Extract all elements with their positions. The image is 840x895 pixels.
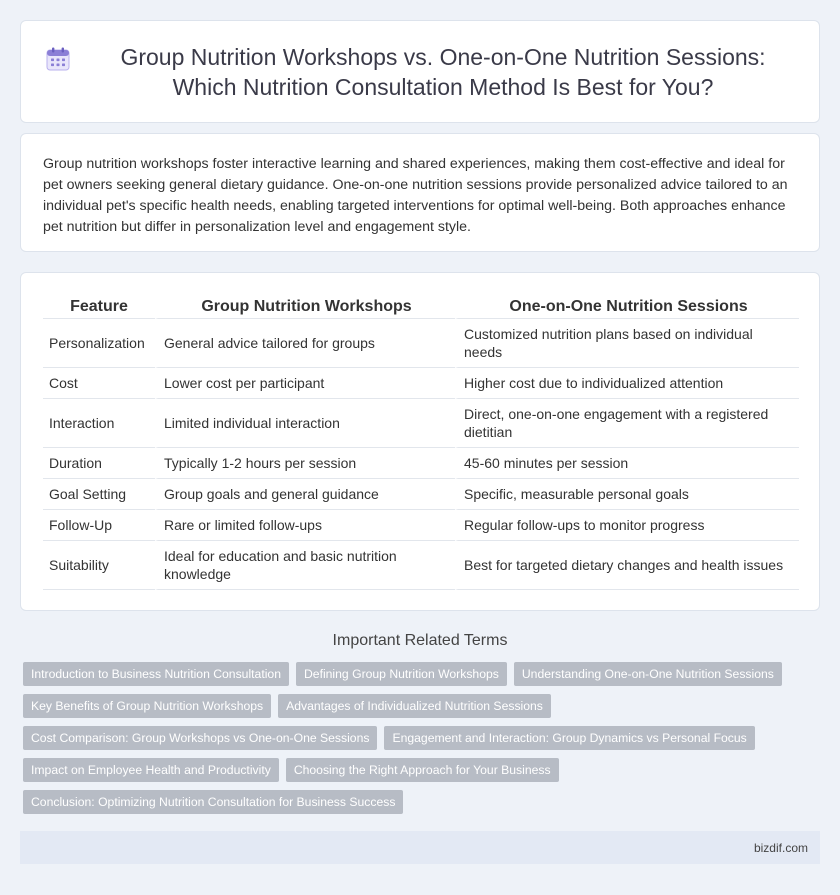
related-terms-title: Important Related Terms: [332, 632, 508, 649]
row-feature: Personalization: [43, 319, 155, 368]
related-term-tag[interactable]: Introduction to Business Nutrition Consultation: [23, 662, 289, 686]
row-group-value: Ideal for education and basic nutrition knowledge: [155, 541, 455, 590]
row-feature: Goal Setting: [43, 479, 155, 510]
header-feature: Feature: [43, 295, 155, 319]
related-term-tag[interactable]: Conclusion: Optimizing Nutrition Consultation for Business Success: [23, 790, 403, 814]
intro-paragraph: Group nutrition workshops foster interactive learning and shared experiences, making them cost-effective and ideal for pet owners seeking general dietary guidance. One-on-one nutrition sessions provide personalized advice tailored to an individual pet's specific health needs, enabling targeted interventions for optimal well-being. Both approaches enhance pet nutrition but differ in personalization level and engagement style.: [43, 156, 788, 235]
footer-brand-link[interactable]: bizdif.com: [753, 840, 808, 855]
row-group-value: Rare or limited follow-ups: [155, 510, 455, 541]
intro-card: [20, 133, 820, 252]
table-row: [43, 479, 799, 510]
row-feature: Suitability: [43, 541, 155, 590]
table-row: [43, 319, 799, 368]
table-row: [43, 448, 799, 479]
row-group-value: Limited individual interaction: [155, 399, 455, 448]
row-group-value: General advice tailored for groups: [155, 319, 455, 368]
row-feature: Interaction: [43, 399, 155, 448]
related-terms-section: [20, 632, 820, 814]
header-one-on-one: One-on-One Nutrition Sessions: [455, 295, 799, 319]
related-term-tag[interactable]: Understanding One-on-One Nutrition Sessions: [514, 662, 782, 686]
row-feature: Cost: [43, 368, 155, 399]
row-one-on-one-value: Regular follow-ups to monitor progress: [455, 510, 799, 541]
title-card: [20, 20, 820, 123]
table-row: [43, 510, 799, 541]
table-header-row: [43, 295, 799, 319]
title-wrap: [21, 42, 819, 102]
related-term-tag[interactable]: Engagement and Interaction: Group Dynamics vs Personal Focus: [384, 726, 754, 750]
page-title: Group Nutrition Workshops vs. One-on-One Nutrition Sessions: Which Nutrition Consultation Method Is Best for You?: [120, 43, 766, 100]
comparison-table: [43, 295, 799, 590]
row-one-on-one-value: Specific, measurable personal goals: [455, 479, 799, 510]
related-term-tag[interactable]: Impact on Employee Health and Productivity: [23, 758, 279, 782]
comparison-table-card: [20, 272, 820, 611]
table-row: [43, 399, 799, 448]
table-row: [43, 541, 799, 590]
related-term-tag[interactable]: Advantages of Individualized Nutrition Sessions: [278, 694, 551, 718]
row-group-value: Typically 1-2 hours per session: [155, 448, 455, 479]
row-group-value: Group goals and general guidance: [155, 479, 455, 510]
related-terms-list: [20, 662, 820, 814]
footer: [20, 831, 820, 864]
row-one-on-one-value: Direct, one-on-one engagement with a registered dietitian: [455, 399, 799, 448]
related-term-tag[interactable]: Defining Group Nutrition Workshops: [296, 662, 507, 686]
related-term-tag[interactable]: Choosing the Right Approach for Your Business: [286, 758, 559, 782]
row-group-value: Lower cost per participant: [155, 368, 455, 399]
row-one-on-one-value: Best for targeted dietary changes and health issues: [455, 541, 799, 590]
row-feature: Duration: [43, 448, 155, 479]
header-group: Group Nutrition Workshops: [155, 295, 455, 319]
row-one-on-one-value: Higher cost due to individualized attention: [455, 368, 799, 399]
calendar-icon: [45, 46, 71, 72]
table-row: [43, 368, 799, 399]
related-term-tag[interactable]: Key Benefits of Group Nutrition Workshops: [23, 694, 271, 718]
row-one-on-one-value: 45-60 minutes per session: [455, 448, 799, 479]
related-term-tag[interactable]: Cost Comparison: Group Workshops vs One-on-One Sessions: [23, 726, 377, 750]
row-one-on-one-value: Customized nutrition plans based on individual needs: [455, 319, 799, 368]
row-feature: Follow-Up: [43, 510, 155, 541]
